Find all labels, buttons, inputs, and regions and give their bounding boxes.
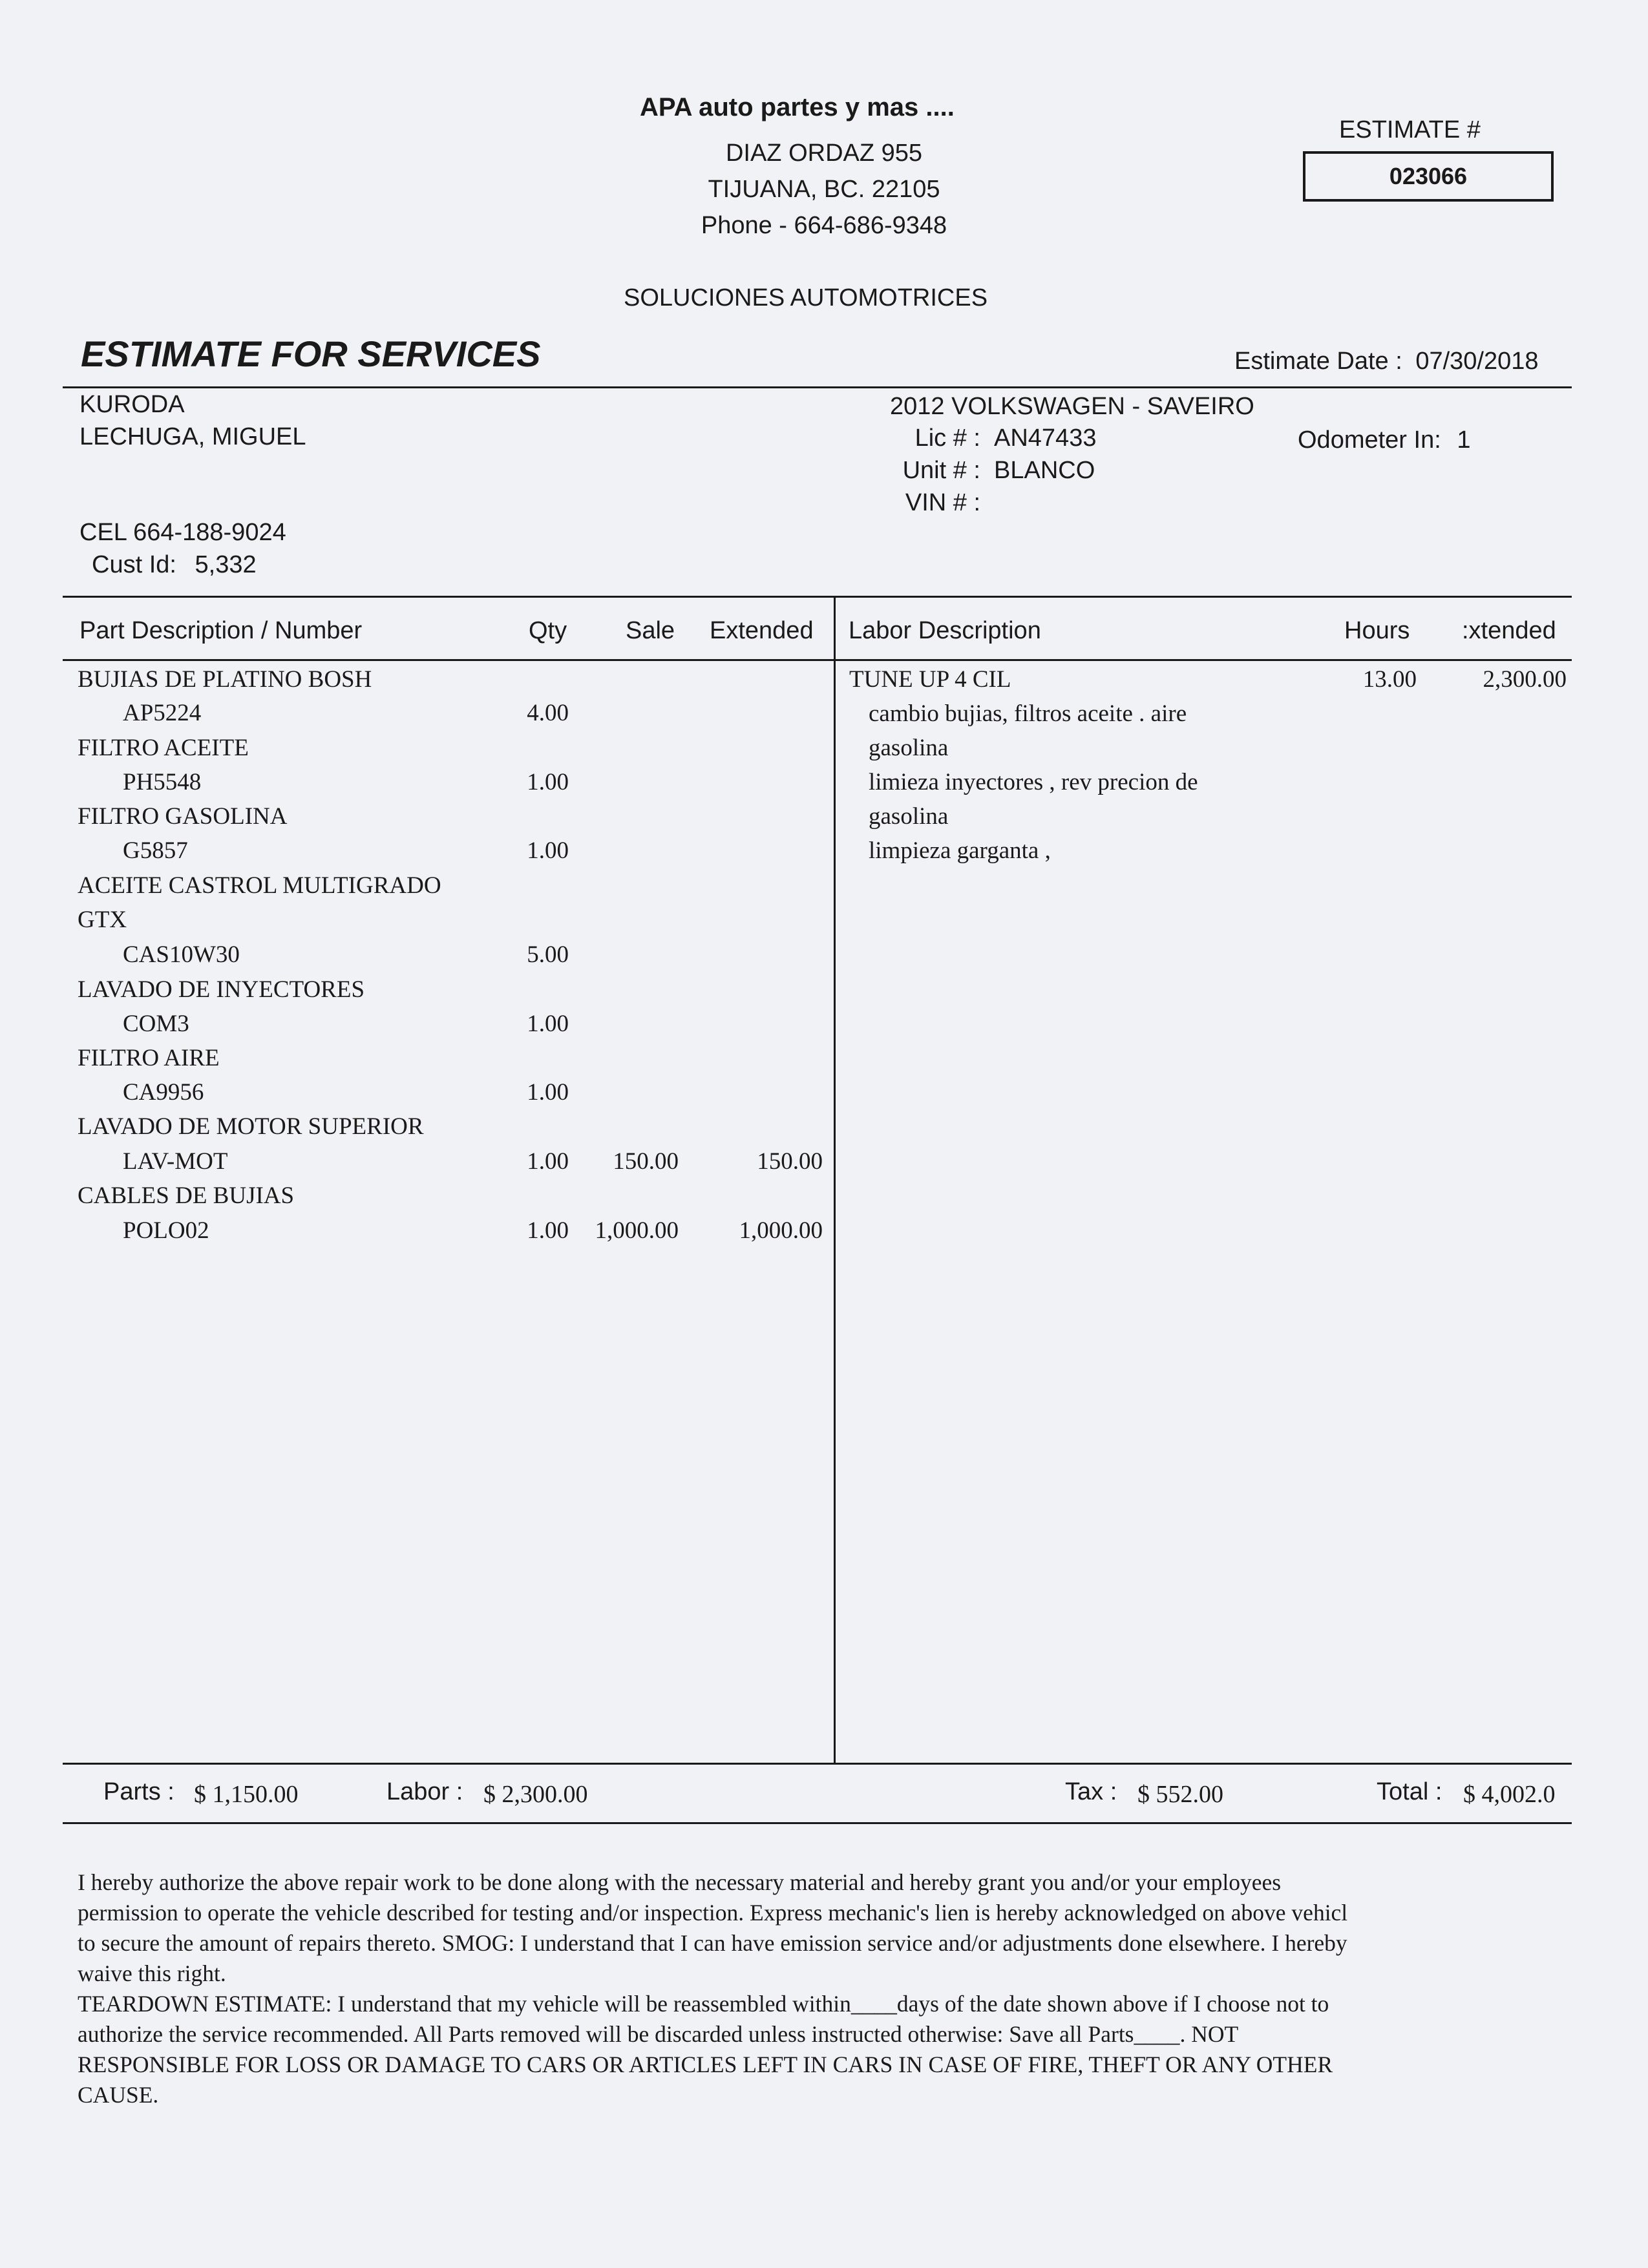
odometer: [1298, 426, 1470, 454]
part-qty: 1.00: [527, 1011, 569, 1037]
grand-total-value: $ 4,002.0: [1463, 1781, 1556, 1808]
part-name: LAVADO DE INYECTORES: [78, 976, 365, 1003]
labor-line: limieza inyectores , rev precion de: [869, 769, 1198, 795]
document-title: ESTIMATE FOR SERVICES: [81, 333, 541, 374]
tax-value: $ 552.00: [1137, 1781, 1223, 1808]
estimate-number: 023066: [1303, 151, 1554, 202]
part-name: CABLES DE BUJIAS: [78, 1182, 295, 1209]
shop-tagline: SOLUCIONES AUTOMOTRICES: [624, 284, 988, 311]
part-name: BUJIAS DE PLATINO BOSH: [78, 666, 372, 693]
customer-id-value: 5,332: [195, 551, 257, 578]
part-name: LAVADO DE MOTOR SUPERIOR: [78, 1113, 424, 1140]
labor-line: cambio bujias, filtros aceite . aire: [869, 700, 1187, 727]
labor-header-hours: Hours: [1344, 617, 1410, 644]
part-qty: 1.00: [527, 1148, 569, 1175]
legal-line: to secure the amount of repairs thereto. SMOG: I understand that I can have emission service and/or adjustments done elsewhere. I hereby: [78, 1930, 1347, 1956]
part-number: LAV-MOT: [123, 1148, 228, 1175]
part-qty: 1.00: [527, 1217, 569, 1244]
parts-header-extended: Extended: [710, 617, 814, 644]
part-number: CAS10W30: [123, 941, 240, 968]
part-extended: 150.00: [757, 1148, 823, 1175]
labor-header-description: Labor Description: [849, 617, 1041, 644]
parts-header-sale: Sale: [626, 617, 675, 644]
labor-title: TUNE UP 4 CIL: [849, 666, 1011, 693]
shop-phone: Phone - 664-686-9348: [701, 212, 947, 239]
estimate-date-value: 07/30/2018: [1415, 348, 1539, 375]
totals-top-border: [63, 1763, 1572, 1765]
part-sale: 150.00: [613, 1148, 679, 1175]
vehicle-description: 2012 VOLKSWAGEN - SAVEIRO: [890, 393, 1254, 420]
customer-name: LECHUGA, MIGUEL: [79, 423, 306, 450]
part-qty: 1.00: [527, 837, 569, 864]
estimate-number-label: ESTIMATE #: [1339, 116, 1481, 143]
shop-name: APA auto partes y mas ....: [640, 93, 955, 121]
authorization-text: [78, 1867, 1564, 2110]
part-number: CA9956: [123, 1079, 204, 1106]
part-name-continued: GTX: [78, 907, 127, 933]
table-column-divider: [834, 596, 836, 1763]
part-name: FILTRO AIRE: [78, 1045, 220, 1071]
part-qty: 1.00: [527, 769, 569, 795]
legal-line: I hereby authorize the above repair work to be done along with the necessary material and hereby grant you and/or your employees: [78, 1869, 1282, 1895]
vehicle-lic-value: AN47433: [994, 425, 1097, 452]
parts-total-value: $ 1,150.00: [194, 1781, 299, 1808]
vehicle-lic-label: Lic # :: [914, 425, 980, 452]
customer-line1: KURODA: [79, 391, 185, 418]
labor-header-extended: :xtended: [1462, 617, 1556, 644]
vehicle-unit-label: Unit # :: [902, 457, 980, 484]
odometer-value: 1: [1457, 426, 1471, 454]
labor-line: gasolina: [869, 735, 949, 761]
part-name: ACEITE CASTROL MULTIGRADO: [78, 872, 441, 899]
labor-total-label: Labor :: [386, 1778, 463, 1805]
part-number: AP5224: [123, 700, 202, 726]
legal-line: waive this right.: [78, 1960, 226, 1986]
title-divider: [63, 386, 1572, 388]
odometer-label: Odometer In:: [1298, 426, 1441, 454]
part-number: POLO02: [123, 1217, 209, 1244]
labor-hours: 13.00: [1362, 666, 1417, 693]
labor-line: limpieza garganta ,: [869, 837, 1051, 864]
customer-id-label: Cust Id:: [92, 551, 176, 578]
legal-line: TEARDOWN ESTIMATE: I understand that my vehicle will be reassembled within____days of the date shown above if I choose not to: [78, 1991, 1329, 2017]
vehicle-vin-label: VIN # :: [905, 489, 980, 516]
parts-header-qty: Qty: [529, 617, 567, 644]
estimate-date-label: Estimate Date :: [1234, 348, 1402, 375]
parts-header-description: Part Description / Number: [79, 617, 363, 644]
part-qty: 1.00: [527, 1079, 569, 1106]
shop-address-line1: DIAZ ORDAZ 955: [725, 140, 923, 167]
part-number: G5857: [123, 837, 188, 864]
shop-address-line2: TIJUANA, BC. 22105: [708, 176, 940, 203]
table-top-border: [63, 596, 1572, 598]
legal-line: CAUSE.: [78, 2082, 159, 2108]
labor-line: gasolina: [869, 803, 949, 830]
legal-line: authorize the service recommended. All Parts removed will be discarded unless instructed otherwise: Save all Parts____. NOT: [78, 2021, 1239, 2047]
part-number: PH5548: [123, 769, 202, 795]
part-name: FILTRO GASOLINA: [78, 803, 288, 830]
labor-extended: 2,300.00: [1483, 666, 1567, 693]
part-number: COM3: [123, 1011, 189, 1037]
part-sale: 1,000.00: [595, 1217, 679, 1244]
vehicle-unit-value: BLANCO: [994, 457, 1095, 484]
totals-bottom-border: [63, 1822, 1572, 1824]
parts-total-label: Parts :: [103, 1778, 174, 1805]
customer-id: [92, 551, 257, 579]
customer-phone: CEL 664-188-9024: [79, 519, 286, 546]
part-qty: 5.00: [527, 941, 569, 968]
tax-label: Tax :: [1065, 1778, 1117, 1805]
grand-total-label: Total :: [1377, 1778, 1442, 1805]
legal-line: RESPONSIBLE FOR LOSS OR DAMAGE TO CARS OR ARTICLES LEFT IN CARS IN CASE OF FIRE, THEFT OR ANY OTHER: [78, 2052, 1333, 2077]
part-qty: 4.00: [527, 700, 569, 726]
legal-line: permission to operate the vehicle described for testing and/or inspection. Express mechanic's lien is hereby acknowledged on above vehicl: [78, 1900, 1348, 1926]
part-name: FILTRO ACEITE: [78, 735, 249, 761]
part-extended: 1,000.00: [739, 1217, 823, 1244]
table-header-border: [63, 659, 1572, 661]
labor-total-value: $ 2,300.00: [483, 1781, 588, 1808]
estimate-date: [1234, 348, 1539, 375]
